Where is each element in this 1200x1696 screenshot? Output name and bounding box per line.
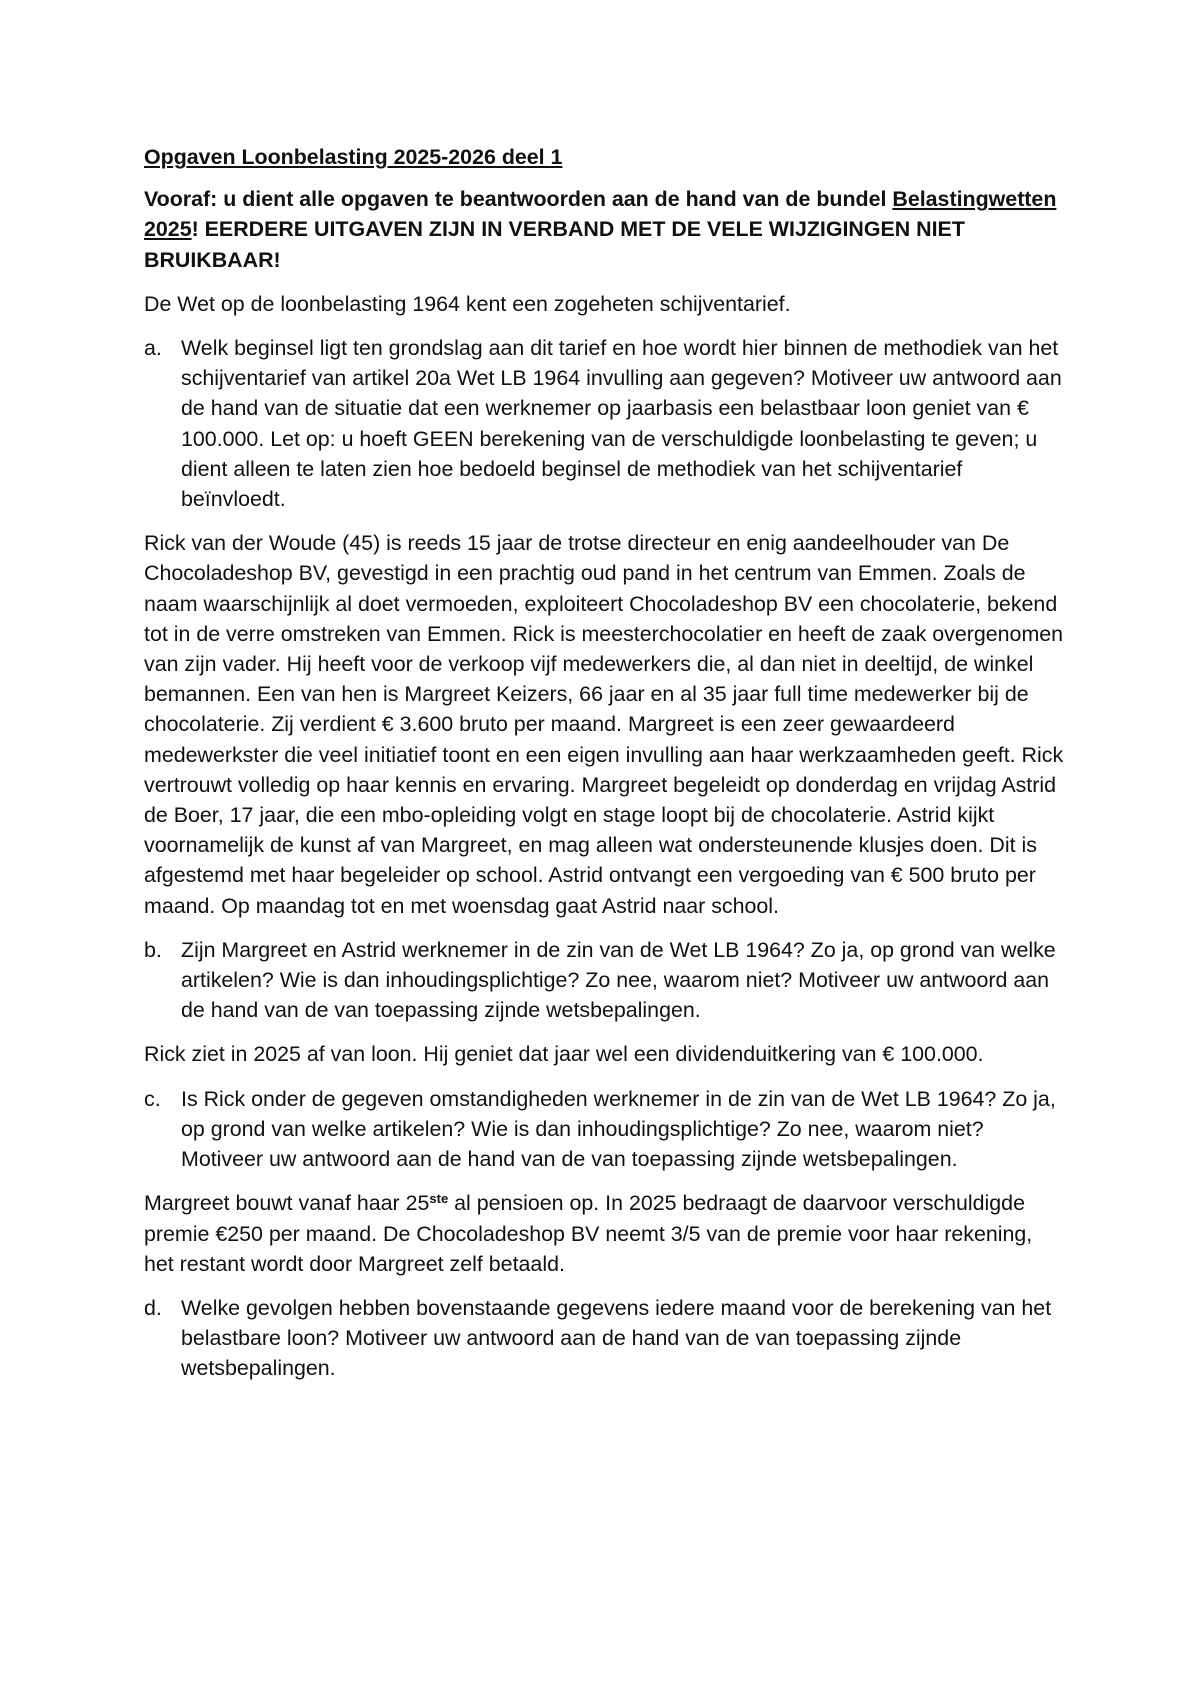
question-d-marker: d. bbox=[144, 1295, 162, 1320]
question-b-marker: b. bbox=[144, 937, 162, 962]
question-a bbox=[144, 333, 1064, 514]
question-a-text: Welk beginsel ligt ten grondslag aan dit tarief en hoe wordt hier binnen de methodiek van het schijventarief van artikel 20a Wet LB 1964 invulling aan gegeven? Motiveer uw antwoord aan de hand van de situatie dat een werknemer op jaarbasis een belastbaar loon geniet van € 100.000. Let op: u hoeft GEEN berekening van de verschuldigde loonbelasting te geven; u dient alleen te laten zien hoe bedoeld beginsel de methodiek van het schijventarief beïnvloedt. bbox=[181, 336, 1062, 512]
pension-part-2: al pensioen op. In 2025 bedraagt de daarvoor verschuldigde premie €250 per maand. De Chocoladeshop BV neemt 3/5 van de premie voor haar rekening, het restant wordt door Margreet zelf betaald. bbox=[144, 1191, 1033, 1276]
preface-book-title: Belastingwetten 2025 bbox=[144, 187, 1057, 242]
intro-paragraph: De Wet op de loonbelasting 1964 kent een zogeheten schijventarief. bbox=[144, 291, 791, 316]
question-c-marker: c. bbox=[144, 1086, 161, 1111]
question-a-marker: a. bbox=[144, 336, 162, 361]
question-b bbox=[144, 935, 1064, 1026]
question-b-text: Zijn Margreet en Astrid werknemer in de zin van de Wet LB 1964? Zo ja, op grond van welke artikelen? Wie is dan inhoudingsplichtige? Zo nee, waarom niet? Motiveer uw antwoord aan de hand van de van toepassing zijnde wetsbepalingen. bbox=[181, 937, 1056, 1023]
rick-paragraph: Rick ziet in 2025 af van loon. Hij geniet dat jaar wel een dividenduitkering van € 100.000. bbox=[144, 1042, 984, 1067]
case-paragraph: Rick van der Woude (45) is reeds 15 jaar de trotse directeur en enig aandeelhouder van De Chocoladeshop BV, gevestigd in een prachtig oud pand in het centrum van Emmen. Zoals de naam waarschijnlijk al doet vermoeden, exploiteert Chocoladeshop BV een chocolaterie, bekend tot in de verre omstreken van Emmen. Rick is meesterchocolatier en heeft de zaak overgenomen van zijn vader. Hij heeft voor de verkoop vijf medewerkers die, al dan niet in deeltijd, de winkel bemannen. Een van hen is Margreet Keizers, 66 jaar en al 35 jaar full time medewerker bij de chocolaterie. Zij verdient € 3.600 bruto per maand. Margreet is een zeer gewaardeerd medewerkster die veel initiatief toont en een eigen invulling aan haar werkzaamheden geeft. Rick vertrouwt volledig op haar kennis en ervaring. Margreet begeleidt op donderdag en vrijdag Astrid de Boer, 17 jaar, die een mbo-opleiding volgt en stage loopt bij de chocolaterie. Astrid kijkt voornamelijk de kunst af van Margreet, en mag alleen wat ondersteunende klusjes doen. Dit is afgestemd met haar begeleider op school. Astrid ontvangt een vergoeding van € 500 bruto per maand. Op maandag tot en met woensdag gaat Astrid naar school. bbox=[144, 531, 1064, 918]
preface-notice bbox=[144, 184, 1064, 275]
question-c-text: Is Rick onder de gegeven omstandigheden werknemer in de zin van de Wet LB 1964? Zo ja, op grond van welke artikelen? Wie is dan inhoudingsplichtige? Zo nee, waarom niet? Motiveer uw antwoord aan de hand van de van toepassing zijnde wetsbepalingen. bbox=[181, 1086, 1056, 1172]
preface-part-1: Vooraf: u dient alle opgaven te beantwoorden aan de hand van de bundel bbox=[144, 187, 893, 212]
preface-part-2: ! EERDERE UITGAVEN ZIJN IN VERBAND MET DE VELE WIJZIGINGEN NIET BRUIKBAAR! bbox=[144, 217, 965, 272]
question-c bbox=[144, 1084, 1064, 1175]
question-d-text: Welke gevolgen hebben bovenstaande gegevens iedere maand voor de berekening van het belastbare loon? Motiveer uw antwoord aan de hand van de van toepassing zijnde wetsbepalingen. bbox=[181, 1295, 1052, 1381]
pension-superscript: ste bbox=[429, 1191, 449, 1207]
document-title: Opgaven Loonbelasting 2025-2026 deel 1 bbox=[144, 145, 563, 169]
pension-paragraph bbox=[144, 1188, 1064, 1279]
pension-part-1: Margreet bouwt vanaf haar 25 bbox=[144, 1191, 430, 1216]
question-d bbox=[144, 1293, 1064, 1384]
document-page bbox=[144, 142, 1064, 1398]
